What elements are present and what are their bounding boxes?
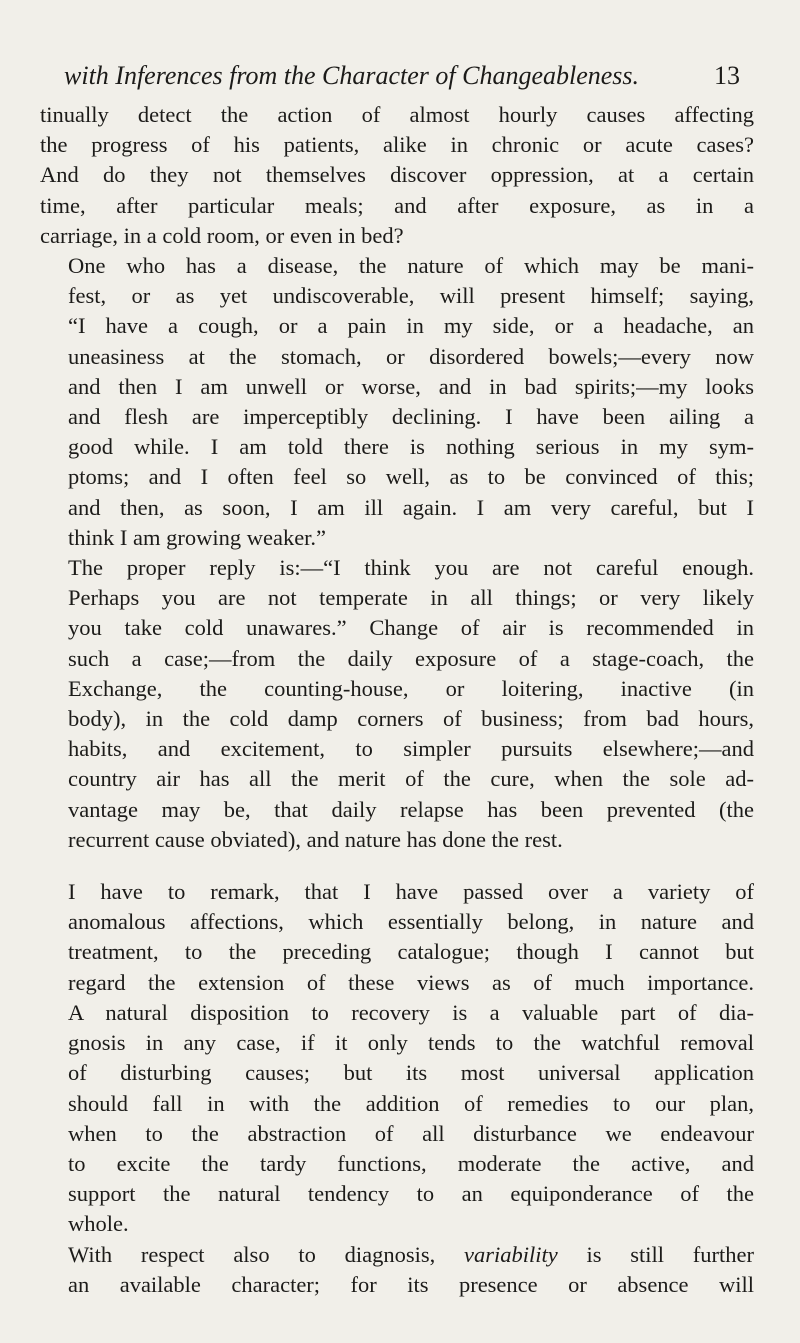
text-line: recurrent cause obviated), and nature has done the rest. (68, 826, 563, 852)
paragraph-5 (40, 1240, 754, 1300)
text-line: and then, as soon, I am ill again. I am very careful, but I (68, 494, 754, 520)
text-line: Perhaps you are not temperate in all things; or very likely (68, 585, 754, 611)
body-text (40, 100, 754, 1300)
italic-term: variability (463, 1241, 558, 1267)
text-fragment: is still further (557, 1241, 755, 1267)
text-line: think I am growing weaker.” (68, 524, 327, 550)
text-line: country air has all the merit of the cure, when the sole ad- (68, 766, 754, 792)
text-fragment: With respect also to diagnosis, (68, 1241, 464, 1267)
text-line: support the natural tendency to an equiponderance of the (68, 1181, 754, 1207)
text-line: regard the extension of these views as of much importance. (68, 969, 754, 995)
text-line: you take cold unawares.” Change of air is recommended in (68, 615, 754, 641)
text-line: body), in the cold damp corners of business; from bad hours, (68, 706, 754, 732)
paragraph-4 (40, 877, 754, 1239)
text-line: such a case;—from the daily exposure of a stage-coach, the (68, 645, 754, 671)
paragraph-1 (40, 100, 754, 251)
text-line: to excite the tardy functions, moderate the active, and (68, 1150, 754, 1176)
text-line: I have to remark, that I have passed over a variety of (68, 879, 754, 905)
text-line: A natural disposition to recovery is a valuable part of dia- (68, 999, 754, 1025)
text-line: of disturbing causes; but its most universal application (68, 1060, 754, 1086)
text-line: and flesh are imperceptibly declining. I have been ailing a (68, 404, 754, 430)
text-line: whole. (68, 1211, 129, 1237)
text-line: tinually detect the action of almost hourly causes affecting (40, 102, 754, 127)
text-line: an available character; for its presence or absence will (68, 1271, 754, 1297)
page-header (64, 56, 740, 96)
text-line: carriage, in a cold room, or even in bed? (40, 222, 404, 248)
text-line: And do they not themselves discover oppression, at a certain (40, 162, 754, 188)
text-line (40, 1240, 754, 1270)
text-line: One who has a disease, the nature of which may be mani- (68, 253, 754, 279)
paragraph-3 (40, 553, 754, 855)
text-line: should fall in with the addition of remedies to our plan, (68, 1090, 754, 1116)
text-line: habits, and excitement, to simpler pursuits elsewhere;—and (68, 736, 754, 762)
text-line: gnosis in any case, if it only tends to the watchful removal (68, 1030, 754, 1056)
text-line: The proper reply is:—“I think you are not careful enough. (68, 555, 754, 581)
text-line: “I have a cough, or a pain in my side, or a headache, an (68, 313, 754, 339)
text-line: anomalous affections, which essentially belong, in nature and (68, 909, 754, 935)
text-line: when to the abstraction of all disturbance we endeavour (68, 1120, 754, 1146)
text-line: fest, or as yet undiscoverable, will present himself; saying, (68, 283, 754, 309)
text-line: vantage may be, that daily relapse has been prevented (the (68, 796, 754, 822)
text-line: the progress of his patients, alike in chronic or acute cases? (40, 132, 754, 158)
text-line: good while. I am told there is nothing serious in my sym- (68, 434, 754, 460)
text-line: ptoms; and I often feel so well, as to be convinced of this; (68, 464, 754, 490)
text-line: Exchange, the counting-house, or loitering, inactive (in (68, 675, 754, 701)
paragraph-2 (40, 251, 754, 553)
text-line: and then I am unwell or worse, and in bad spirits;—my looks (68, 373, 754, 399)
text-line: time, after particular meals; and after exposure, as in a (40, 192, 754, 218)
running-title: with Inferences from the Character of Changeableness. (64, 61, 640, 90)
text-line: treatment, to the preceding catalogue; though I cannot but (68, 939, 754, 965)
page-number: 13 (714, 61, 740, 90)
text-line: uneasiness at the stomach, or disordered bowels;—every now (68, 343, 754, 369)
